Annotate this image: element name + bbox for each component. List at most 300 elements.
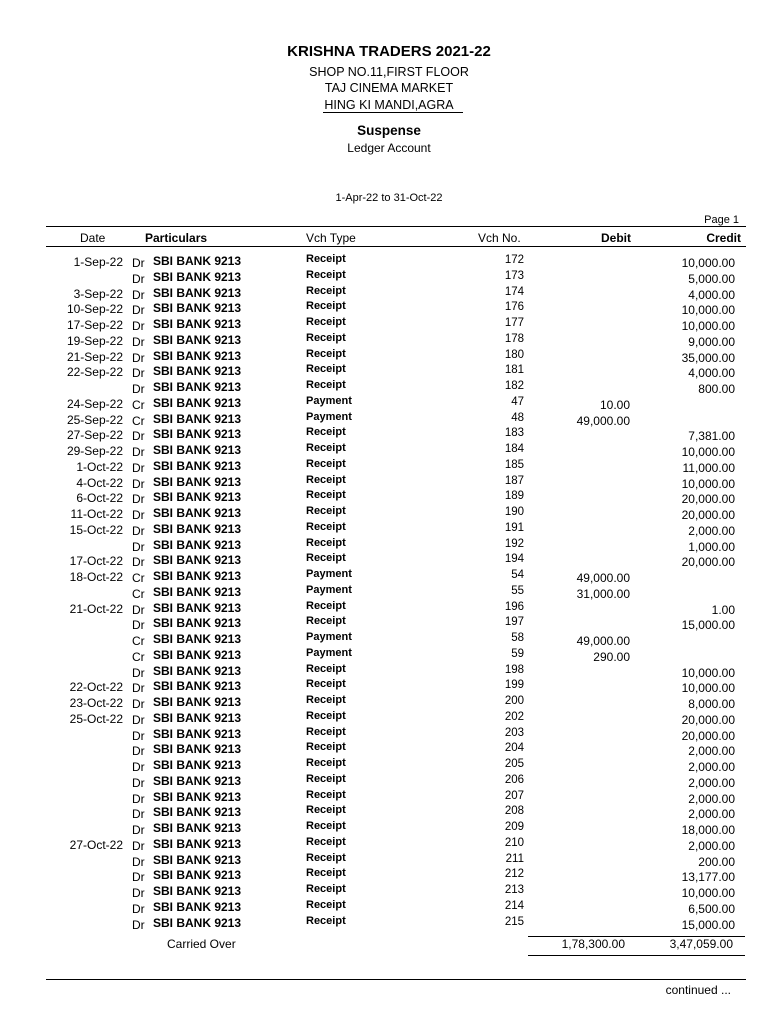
- row-date: 27-Sep-22: [66, 428, 123, 443]
- row-particulars: SBI BANK 9213: [153, 348, 242, 363]
- column-header-vch-no: Vch No.: [478, 231, 521, 245]
- row-date: 15-Oct-22: [69, 522, 123, 537]
- table-row: [0, 900, 768, 916]
- row-vch-type: Receipt: [306, 489, 346, 502]
- table-row: [0, 349, 768, 365]
- row-credit: 11,000.00: [682, 460, 735, 475]
- row-credit: 18,000.00: [681, 823, 735, 837]
- table-row: [0, 490, 768, 506]
- table-row: [0, 569, 768, 585]
- row-vch-no: 176: [504, 301, 524, 314]
- row-debit: 290.00: [593, 649, 630, 664]
- row-credit: 2,000.00: [688, 523, 735, 538]
- row-vch-no: 47: [511, 395, 524, 408]
- row-particulars: SBI BANK 9213: [153, 569, 242, 583]
- row-credit: 15,000.00: [681, 917, 735, 932]
- row-credit: 1,000.00: [688, 539, 735, 554]
- row-debit: 49,000.00: [576, 571, 630, 585]
- row-vch-no: 173: [504, 269, 524, 282]
- row-credit: 2,000.00: [688, 744, 735, 759]
- row-vch-no: 197: [504, 616, 524, 629]
- row-dr-cr: Dr: [132, 287, 145, 302]
- table-row: [0, 664, 768, 680]
- address-line-3: HING KI MANDI,AGRA: [324, 98, 454, 112]
- row-particulars: SBI BANK 9213: [153, 789, 242, 804]
- row-date: 11-Oct-22: [70, 507, 123, 521]
- row-dr-cr: Dr: [132, 366, 145, 381]
- row-particulars: SBI BANK 9213: [153, 600, 242, 615]
- row-credit: 10,000.00: [681, 476, 735, 491]
- company-name: KRISHNA TRADERS 2021-22: [287, 43, 491, 60]
- row-debit: 10.00: [599, 397, 630, 412]
- row-vch-no: 192: [504, 537, 524, 550]
- row-date: 1-Sep-22: [73, 255, 123, 269]
- row-vch-no: 48: [511, 411, 524, 424]
- table-row: [0, 459, 768, 475]
- row-particulars: SBI BANK 9213: [153, 868, 242, 883]
- row-credit: 10,000.00: [681, 681, 735, 696]
- row-particulars: SBI BANK 9213: [153, 458, 242, 473]
- row-dr-cr: Dr: [132, 256, 145, 270]
- row-vch-type: Receipt: [306, 536, 346, 549]
- row-particulars: SBI BANK 9213: [153, 742, 242, 757]
- row-particulars: SBI BANK 9213: [153, 521, 242, 536]
- row-date: 4-Oct-22: [76, 475, 123, 490]
- table-row: [0, 758, 768, 774]
- row-dr-cr: Dr: [132, 271, 145, 286]
- row-dr-cr: Dr: [132, 303, 145, 318]
- row-vch-type: Receipt: [306, 851, 346, 864]
- column-header-date: Date: [80, 231, 106, 245]
- column-header-credit: Credit: [706, 231, 741, 245]
- row-particulars: SBI BANK 9213: [153, 616, 242, 631]
- row-dr-cr: Dr: [132, 791, 145, 806]
- table-row: [0, 790, 768, 806]
- row-vch-type: Receipt: [306, 725, 346, 738]
- row-dr-cr: Dr: [132, 775, 145, 790]
- row-credit: 20,000.00: [681, 728, 735, 743]
- row-vch-type: Receipt: [306, 741, 346, 754]
- row-credit: 2,000.00: [688, 838, 735, 853]
- table-row: [0, 506, 768, 522]
- row-dr-cr: Dr: [132, 508, 145, 522]
- table-row: [0, 727, 768, 743]
- row-vch-no: 204: [504, 742, 524, 755]
- row-dr-cr: Dr: [132, 728, 145, 743]
- row-dr-cr: Dr: [132, 429, 145, 444]
- row-date: 29-Sep-22: [66, 444, 123, 458]
- table-row: [0, 601, 768, 617]
- row-dr-cr: Cr: [132, 649, 145, 664]
- row-date: 25-Sep-22: [66, 412, 123, 427]
- row-vch-no: 54: [511, 569, 524, 581]
- table-row: [0, 648, 768, 664]
- row-vch-no: 199: [504, 679, 524, 692]
- row-particulars: SBI BANK 9213: [153, 380, 242, 394]
- table-row: [0, 853, 768, 869]
- row-vch-no: 205: [504, 758, 524, 770]
- row-date: 17-Sep-22: [66, 318, 123, 332]
- row-dr-cr: Cr: [132, 413, 145, 428]
- row-particulars: SBI BANK 9213: [153, 427, 242, 442]
- table-row: [0, 837, 768, 853]
- row-vch-no: 213: [504, 884, 524, 896]
- row-dr-cr: Dr: [132, 870, 145, 885]
- row-dr-cr: Cr: [132, 397, 145, 412]
- row-particulars: SBI BANK 9213: [153, 679, 242, 694]
- row-particulars: SBI BANK 9213: [153, 726, 242, 741]
- row-dr-cr: Dr: [132, 681, 145, 696]
- page-number: Page 1: [704, 214, 739, 226]
- row-date: 6-Oct-22: [76, 491, 123, 506]
- row-dr-cr: Dr: [132, 901, 145, 916]
- row-dr-cr: Dr: [132, 602, 145, 617]
- row-particulars: SBI BANK 9213: [153, 490, 242, 505]
- row-dr-cr: Dr: [132, 618, 145, 633]
- row-date: 18-Oct-22: [69, 570, 123, 584]
- row-credit: 6,500.00: [688, 901, 735, 916]
- row-particulars: SBI BANK 9213: [153, 647, 242, 662]
- row-vch-no: 177: [504, 317, 524, 329]
- row-date: 23-Oct-22: [69, 696, 123, 710]
- row-dr-cr: Dr: [132, 917, 145, 932]
- table-row: [0, 475, 768, 491]
- row-vch-no: 194: [504, 553, 524, 566]
- row-vch-type: Receipt: [306, 772, 346, 785]
- row-vch-no: 58: [511, 632, 524, 644]
- row-particulars: SBI BANK 9213: [153, 537, 242, 552]
- row-vch-type: Receipt: [306, 709, 346, 722]
- row-vch-type: Receipt: [306, 253, 346, 265]
- row-vch-type: Receipt: [306, 898, 346, 911]
- row-particulars: SBI BANK 9213: [153, 395, 242, 410]
- row-particulars: SBI BANK 9213: [153, 663, 242, 678]
- row-vch-no: 182: [504, 380, 524, 392]
- table-row: [0, 522, 768, 538]
- row-vch-type: Payment: [306, 646, 352, 659]
- table-row: [0, 553, 768, 569]
- row-vch-no: 196: [504, 600, 524, 613]
- row-dr-cr: Dr: [132, 697, 145, 711]
- row-vch-type: Receipt: [306, 284, 346, 297]
- row-date: 21-Oct-22: [69, 601, 123, 616]
- row-particulars: SBI BANK 9213: [153, 269, 242, 284]
- table-row: [0, 884, 768, 900]
- column-header-debit: Debit: [601, 231, 631, 245]
- header-top-rule: [46, 226, 746, 227]
- row-vch-type: Receipt: [306, 914, 346, 927]
- row-credit: 800.00: [698, 382, 735, 396]
- table-row: [0, 821, 768, 837]
- row-date: 19-Sep-22: [66, 333, 123, 348]
- table-row: [0, 380, 768, 396]
- row-dr-cr: Dr: [132, 382, 145, 396]
- column-header-vch-type: Vch Type: [306, 231, 356, 245]
- table-row: [0, 443, 768, 459]
- row-credit: 4,000.00: [688, 366, 735, 381]
- row-vch-type: Receipt: [306, 457, 346, 470]
- row-date: 24-Sep-22: [66, 396, 123, 411]
- table-row: [0, 774, 768, 790]
- row-dr-cr: Dr: [132, 712, 145, 727]
- row-vch-type: Payment: [306, 568, 352, 580]
- row-vch-type: Payment: [306, 583, 352, 596]
- row-vch-no: 190: [504, 506, 524, 518]
- row-vch-type: Receipt: [306, 867, 346, 880]
- row-credit: 20,000.00: [681, 508, 735, 522]
- row-particulars: SBI BANK 9213: [153, 285, 242, 300]
- row-particulars: SBI BANK 9213: [153, 899, 242, 914]
- row-particulars: SBI BANK 9213: [153, 506, 242, 520]
- account-type: Ledger Account: [347, 141, 431, 155]
- row-credit: 2,000.00: [688, 791, 735, 806]
- row-vch-type: Receipt: [306, 788, 346, 801]
- row-vch-no: 207: [504, 789, 524, 802]
- row-vch-no: 215: [504, 915, 524, 928]
- row-vch-no: 189: [504, 490, 524, 503]
- row-dr-cr: Dr: [132, 539, 145, 554]
- table-row: [0, 317, 768, 333]
- row-date: 21-Sep-22: [66, 349, 123, 364]
- row-vch-no: 198: [504, 663, 524, 676]
- table-row: [0, 286, 768, 302]
- row-vch-type: Receipt: [306, 442, 346, 454]
- row-credit: 7,381.00: [688, 429, 735, 444]
- row-particulars: SBI BANK 9213: [153, 632, 242, 646]
- row-vch-type: Receipt: [306, 473, 346, 486]
- row-particulars: SBI BANK 9213: [153, 710, 242, 725]
- table-row: [0, 301, 768, 317]
- row-vch-no: 55: [511, 584, 524, 597]
- row-credit: 2,000.00: [688, 807, 735, 822]
- row-particulars: SBI BANK 9213: [153, 805, 242, 820]
- row-vch-no: 181: [504, 364, 524, 377]
- row-dr-cr: Dr: [132, 476, 145, 491]
- header-bottom-rule: [46, 246, 746, 247]
- page-bottom-rule: [46, 979, 746, 980]
- row-dr-cr: Dr: [132, 886, 145, 900]
- table-row: [0, 695, 768, 711]
- row-vch-type: Receipt: [306, 804, 346, 817]
- table-row: [0, 632, 768, 648]
- row-vch-type: Payment: [306, 631, 352, 643]
- table-row: [0, 616, 768, 632]
- table-row: [0, 538, 768, 554]
- row-dr-cr: Dr: [132, 492, 145, 507]
- row-vch-no: 174: [504, 285, 524, 298]
- row-vch-no: 184: [504, 443, 524, 455]
- row-credit: 10,000.00: [681, 665, 735, 680]
- address-line-1: SHOP NO.11,FIRST FLOOR: [309, 65, 469, 79]
- carried-over-label: Carried Over: [167, 937, 236, 951]
- address-underline: [323, 112, 463, 113]
- row-vch-type: Receipt: [306, 835, 346, 848]
- row-particulars: SBI BANK 9213: [153, 915, 242, 930]
- row-dr-cr: Dr: [132, 319, 145, 333]
- row-vch-type: Receipt: [306, 268, 346, 281]
- row-credit: 8,000.00: [688, 697, 735, 711]
- row-date: 27-Oct-22: [69, 837, 123, 852]
- row-vch-no: 185: [504, 458, 524, 471]
- row-vch-type: Receipt: [306, 757, 346, 769]
- row-vch-no: 187: [504, 474, 524, 487]
- row-date: 1-Oct-22: [76, 459, 123, 474]
- row-vch-type: Payment: [306, 410, 352, 423]
- row-vch-no: 210: [504, 836, 524, 849]
- row-credit: 13,177.00: [681, 870, 735, 885]
- row-debit: 31,000.00: [576, 586, 630, 601]
- row-date: 22-Oct-22: [69, 680, 123, 695]
- table-row: [0, 742, 768, 758]
- row-credit: 20,000.00: [681, 555, 735, 570]
- row-credit: 20,000.00: [681, 712, 735, 727]
- row-vch-type: Receipt: [306, 426, 346, 439]
- row-particulars: SBI BANK 9213: [153, 584, 242, 599]
- row-vch-no: 172: [504, 254, 524, 266]
- row-vch-no: 206: [504, 773, 524, 786]
- row-vch-no: 183: [504, 427, 524, 440]
- row-credit: 200.00: [698, 854, 735, 869]
- row-vch-type: Receipt: [306, 694, 346, 706]
- row-dr-cr: Dr: [132, 823, 145, 837]
- totals-bottom-rule: [528, 955, 745, 956]
- row-credit: 10,000.00: [681, 445, 735, 459]
- row-vch-no: 59: [511, 647, 524, 660]
- row-credit: 10,000.00: [681, 319, 735, 333]
- row-particulars: SBI BANK 9213: [153, 364, 242, 379]
- row-vch-no: 208: [504, 805, 524, 818]
- table-row: [0, 805, 768, 821]
- table-row: [0, 396, 768, 412]
- row-vch-no: 209: [504, 821, 524, 833]
- row-particulars: SBI BANK 9213: [153, 443, 242, 457]
- row-dr-cr: Dr: [132, 665, 145, 680]
- row-credit: 2,000.00: [688, 775, 735, 790]
- row-dr-cr: Dr: [132, 760, 145, 774]
- row-particulars: SBI BANK 9213: [153, 852, 242, 867]
- row-dr-cr: Dr: [132, 350, 145, 365]
- row-dr-cr: Dr: [132, 838, 145, 853]
- row-particulars: SBI BANK 9213: [153, 758, 242, 772]
- row-credit: 15,000.00: [681, 618, 735, 633]
- row-vch-no: 180: [504, 348, 524, 361]
- row-particulars: SBI BANK 9213: [153, 553, 242, 568]
- row-dr-cr: Cr: [132, 634, 145, 648]
- table-row: [0, 270, 768, 286]
- row-particulars: SBI BANK 9213: [153, 884, 242, 898]
- row-vch-no: 191: [504, 521, 524, 534]
- row-credit: 10,000.00: [681, 303, 735, 318]
- table-row: [0, 711, 768, 727]
- row-particulars: SBI BANK 9213: [153, 695, 242, 709]
- row-dr-cr: Dr: [132, 460, 145, 475]
- row-date: 17-Oct-22: [69, 554, 123, 569]
- row-vch-no: 214: [504, 899, 524, 912]
- row-vch-type: Receipt: [306, 662, 346, 675]
- row-particulars: SBI BANK 9213: [153, 821, 242, 835]
- row-vch-type: Receipt: [306, 552, 346, 565]
- row-vch-type: Receipt: [306, 678, 346, 691]
- row-dr-cr: Dr: [132, 854, 145, 869]
- table-row: [0, 364, 768, 380]
- row-dr-cr: Dr: [132, 807, 145, 822]
- row-dr-cr: Cr: [132, 586, 145, 601]
- row-vch-no: 211: [505, 852, 524, 865]
- total-credit: 3,47,059.00: [669, 937, 733, 951]
- table-row: [0, 427, 768, 443]
- row-particulars: SBI BANK 9213: [153, 254, 242, 268]
- table-row: [0, 585, 768, 601]
- row-vch-type: Receipt: [306, 347, 346, 360]
- row-particulars: SBI BANK 9213: [153, 411, 242, 426]
- total-debit: 1,78,300.00: [561, 937, 625, 951]
- row-vch-no: 203: [504, 726, 524, 739]
- row-particulars: SBI BANK 9213: [153, 773, 242, 788]
- row-credit: 20,000.00: [681, 492, 735, 507]
- row-vch-type: Payment: [306, 394, 352, 407]
- row-credit: 5,000.00: [688, 271, 735, 286]
- row-credit: 10,000.00: [681, 886, 735, 900]
- row-date: 25-Oct-22: [69, 711, 123, 726]
- row-vch-type: Receipt: [306, 820, 346, 832]
- row-credit: 9,000.00: [688, 334, 735, 349]
- address-line-2: TAJ CINEMA MARKET: [324, 81, 454, 95]
- row-vch-type: Receipt: [306, 520, 346, 533]
- table-row: [0, 412, 768, 428]
- row-vch-no: 202: [504, 710, 524, 723]
- table-row: [0, 916, 768, 932]
- continued-note: continued ...: [665, 983, 731, 997]
- account-name: Suspense: [357, 123, 421, 138]
- row-credit: 4,000.00: [688, 287, 735, 302]
- row-debit: 49,000.00: [576, 413, 630, 428]
- row-vch-type: Receipt: [306, 300, 346, 313]
- row-dr-cr: Cr: [132, 571, 145, 585]
- column-header-particulars: Particulars: [145, 231, 208, 245]
- row-dr-cr: Dr: [132, 744, 145, 759]
- row-particulars: SBI BANK 9213: [153, 474, 242, 489]
- row-date: 22-Sep-22: [66, 365, 123, 380]
- row-vch-type: Receipt: [306, 316, 346, 328]
- row-particulars: SBI BANK 9213: [153, 332, 242, 347]
- table-row: [0, 333, 768, 349]
- row-vch-type: Receipt: [306, 883, 346, 895]
- row-vch-no: 212: [504, 868, 524, 881]
- row-vch-type: Receipt: [306, 599, 346, 612]
- row-vch-no: 200: [504, 695, 524, 707]
- row-particulars: SBI BANK 9213: [153, 317, 242, 331]
- row-vch-type: Receipt: [306, 363, 346, 376]
- report-period: 1-Apr-22 to 31-Oct-22: [335, 192, 443, 204]
- row-dr-cr: Dr: [132, 555, 145, 570]
- row-vch-type: Receipt: [306, 615, 346, 628]
- row-vch-type: Receipt: [306, 379, 346, 391]
- row-credit: 2,000.00: [688, 760, 735, 774]
- table-row: [0, 254, 768, 270]
- row-vch-no: 178: [504, 332, 524, 345]
- row-particulars: SBI BANK 9213: [153, 301, 242, 316]
- row-dr-cr: Dr: [132, 523, 145, 538]
- row-credit: 1.00: [711, 602, 735, 617]
- row-vch-type: Receipt: [306, 505, 346, 517]
- row-vch-type: Receipt: [306, 331, 346, 344]
- row-credit: 35,000.00: [681, 350, 735, 365]
- row-credit: 10,000.00: [681, 256, 735, 270]
- row-particulars: SBI BANK 9213: [153, 836, 242, 851]
- row-dr-cr: Dr: [132, 445, 145, 459]
- row-date: 3-Sep-22: [73, 286, 123, 301]
- row-dr-cr: Dr: [132, 334, 145, 349]
